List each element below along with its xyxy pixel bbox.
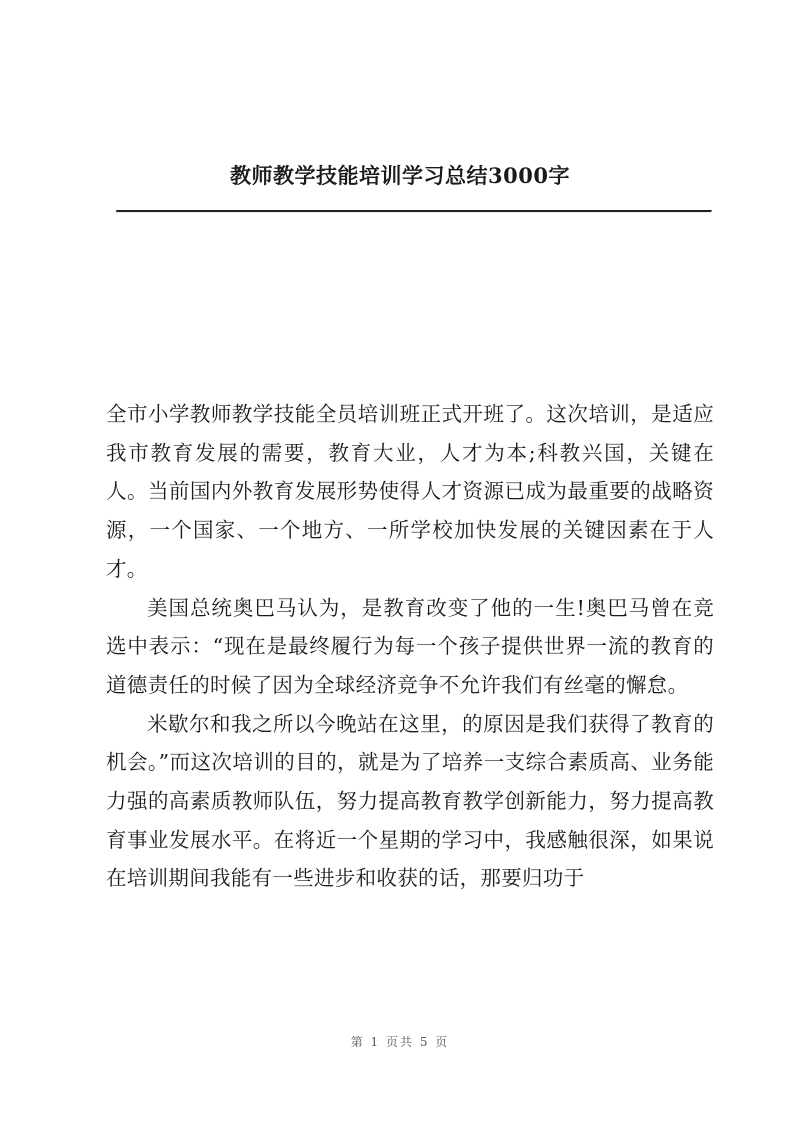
paragraph-1: 全市小学教师教学技能全员培训班正式开班了。这次培训，是适应我市教育发展的需要，教育大业，人才为本;科教兴国，关键在人。当前国内外教育发展形势使得人才资源已成为最重要的战略资源，一个国家、一个地方、一所学校加快发展的关键因素在于人才。 (106, 402, 714, 581)
paragraph-3: 米歇尔和我之所以今晚站在这里，的原因是我们获得了教育的机会。”而这次培训的目的，就是为了培养一支综合素质高、业务能力强的高素质教师队伍，努力提高教育教学创新能力，努力提高教育事业发展水平。在将近一个星期的学习中，我感触很深，如果说在培训期间我能有一些进步和收获的话，那要归功于 (106, 711, 714, 891)
paragraph-2: 美国总统奥巴马认为，是教育改变了他的一生!奥巴马曾在竞选中表示：“现在是最终履行为每一个孩子提供世界一流的教育的道德责任的时候了因为全球经济竞争不允许我们有丝毫的懈怠。 (106, 595, 714, 697)
page-number-footer: 第 1 页共 5 页 (350, 1035, 450, 1049)
document-body (106, 395, 714, 898)
document-title: 教师教学技能培训学习总结3000字 (230, 163, 570, 188)
title-divider (116, 210, 712, 213)
